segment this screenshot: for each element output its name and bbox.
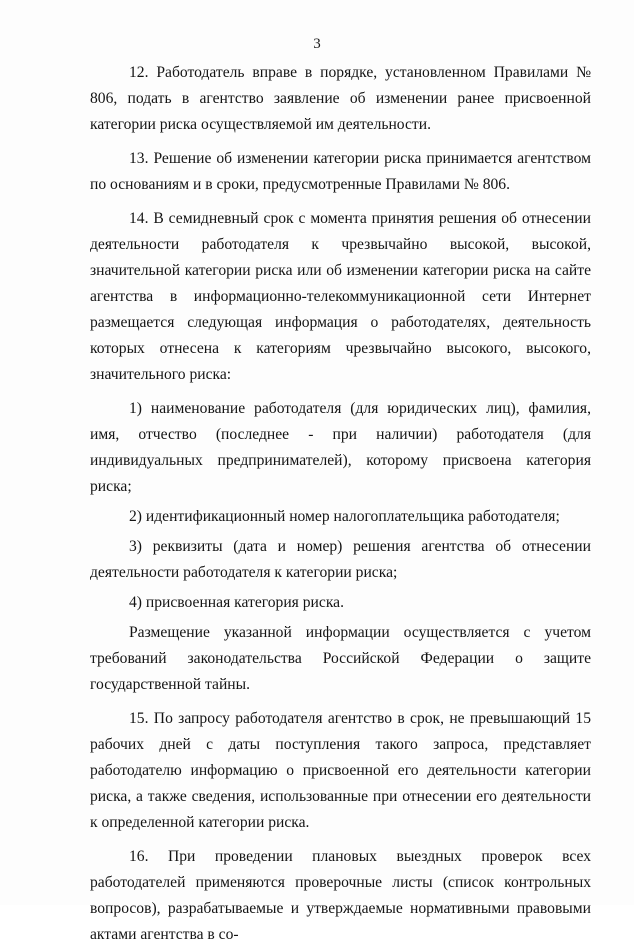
paragraph-12: 12. Работодатель вправе в порядке, установленном Правилами № 806, подать в агентство заявление об изменении ранее присвоенной категории риска осуществляемой им деятельности.: [90, 64, 591, 133]
document-body: [90, 60, 591, 948]
paragraph-13: 13. Решение об изменении категории риска принимается агентством по основаниям и в сроки, предусмотренные Правилами № 806.: [90, 150, 591, 193]
list-item-1: 1) наименование работодателя (для юридических лиц), фамилия, имя, отчество (последнее - при наличии) работодателя (для индивидуальных предпринимателей), которому присвоена категория риска;: [90, 400, 591, 495]
paragraph-14: 14. В семидневный срок с момента принятия решения об отнесении деятельности работодателя к чрезвычайно высокой, высокой, значительной категории риска или об изменении категории риска на сайте агентства в информационно-телекоммуникационной сети Интернет размещается следующая информация о работодателях, деятельность которых отнесена к категориям чрезвычайно высокого, высокого, значительного риска:: [90, 210, 591, 383]
paragraph-secrecy-note: Размещение указанной информации осуществляется с учетом требований законодательства Российской Федерации о защите государственной тайны.: [90, 624, 591, 693]
list-item-4: 4) присвоенная категория риска.: [129, 594, 344, 611]
list-item-2: 2) идентификационный номер налогоплательщика работодателя;: [129, 508, 560, 525]
paragraph-15: 15. По запросу работодателя агентство в срок, не превышающий 15 рабочих дней с даты поступления такого запроса, представляет работодателю информацию о присвоенной его деятельности категории риска, а также сведения, использованные при отнесении его деятельности к определенной категории риска.: [90, 710, 591, 831]
paragraph-16: 16. При проведении плановых выездных проверок всех работодателей применяются проверочные листы (список контрольных вопросов), разрабатываемые и утверждаемые нормативными правовыми актами агентства в со-: [90, 848, 591, 943]
page-number: 3: [313, 36, 321, 52]
list-item-3: 3) реквизиты (дата и номер) решения агентства об отнесении деятельности работодателя к категории риска;: [90, 538, 591, 581]
